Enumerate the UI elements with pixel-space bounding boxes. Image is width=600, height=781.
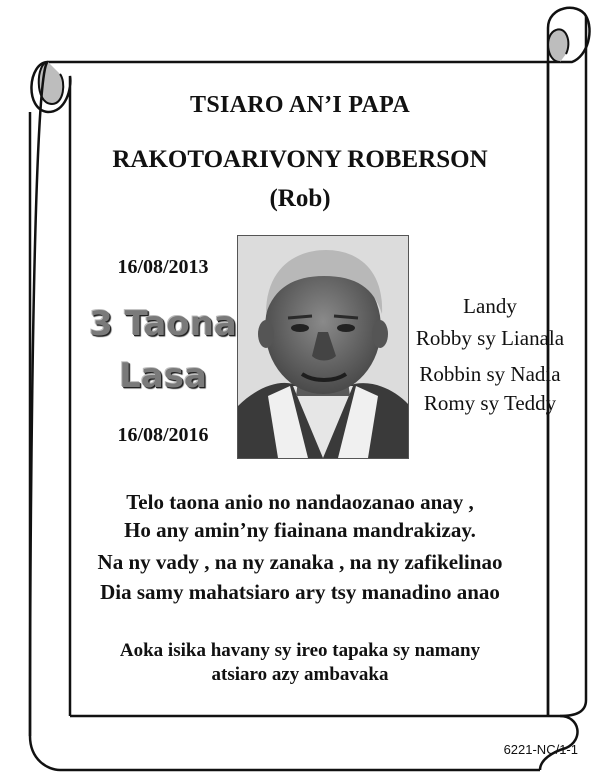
portrait-photo [237,235,409,459]
notice-heading: TSIARO AN’I PAPA [190,92,410,118]
date-end: 16/08/2016 [117,424,209,446]
family-member-2: Robby sy Lianala [415,326,565,350]
poem-line-3: Na ny vady , na ny zanaka , na ny zafikelinao [97,550,503,574]
deceased-name: RAKOTOARIVONY ROBERSON [112,146,488,173]
family-member-1: Landy [463,294,517,318]
closing-line-1: Aoka isika havany sy ireo tapaka sy namany [119,640,481,661]
family-member-4: Romy sy Teddy [423,391,557,415]
anniversary-line-1: 3 Taona [89,304,237,344]
reference-code: 6221-NC/1-1 [503,742,578,757]
deceased-nickname: (Rob) [269,185,331,212]
portrait-illustration [238,236,408,458]
poem-line-4: Dia samy mahatsiaro ary tsy manadino anao [100,580,500,604]
family-member-3: Robbin sy Nadia [419,362,561,386]
poem-line-1: Telo taona anio no nandaozanao anay , [126,490,474,514]
anniversary-line-2: Lasa [119,356,207,396]
poem-line-2: Ho any amin’ny fiainana mandrakizay. [124,518,476,542]
closing-line-2: atsiaro azy ambavaka [211,664,389,685]
date-start: 16/08/2013 [117,256,209,278]
